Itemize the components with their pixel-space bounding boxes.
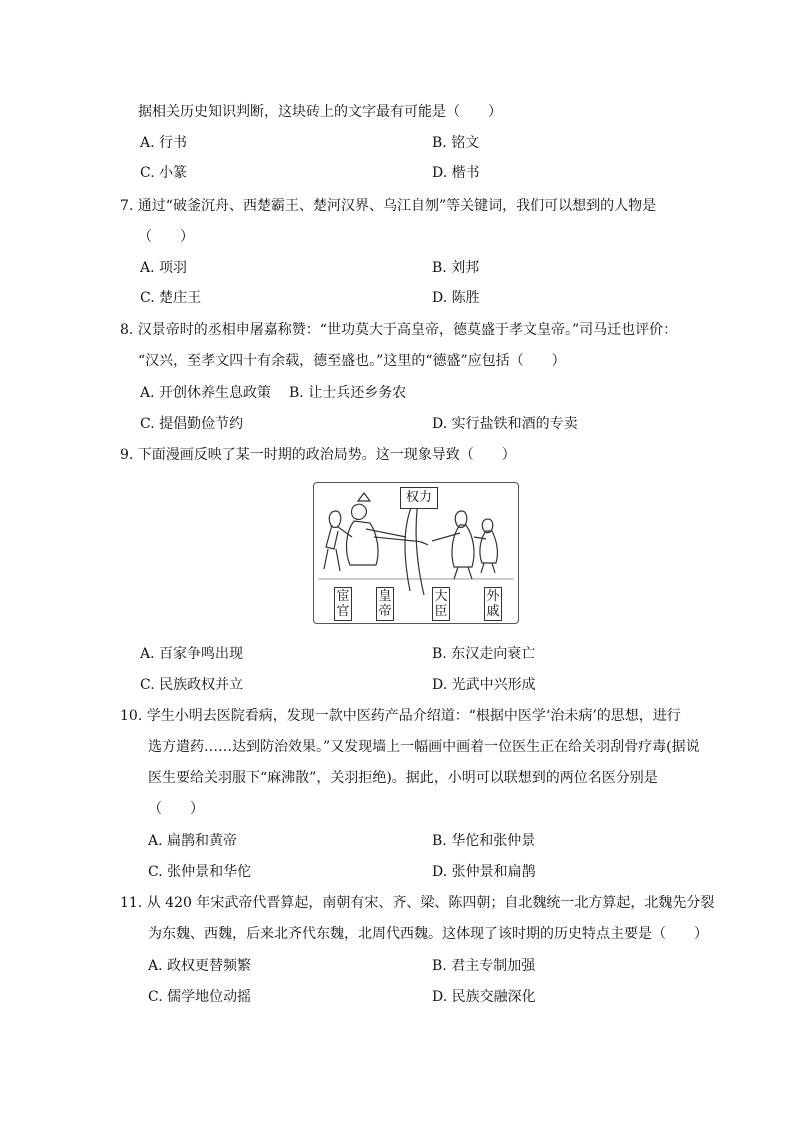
cartoon-relative-figure (474, 519, 497, 573)
cartoon-bow (405, 501, 424, 595)
q7-option-a[interactable]: A. 项羽 (140, 260, 188, 276)
q11-option-b[interactable]: B. 君主专制加强 (432, 958, 536, 974)
q11-stem-line2: 为东魏、西魏，后来北齐代东魏，北周代西魏。这体现了该时期的历史特点主要是（ ） (148, 926, 708, 942)
cartoon-emperor-figure (347, 493, 406, 565)
q10-stem-line4: （ ） (148, 801, 204, 817)
q8-option-c[interactable]: C. 提倡勤俭节约 (140, 416, 244, 432)
q9-option-a[interactable]: A. 百家争鸣出现 (140, 646, 244, 662)
q10-option-d[interactable]: D. 张仲景和扁鹊 (432, 864, 536, 880)
q6-option-d[interactable]: D. 楷书 (432, 165, 480, 181)
q7-option-c[interactable]: C. 楚庄王 (140, 290, 202, 306)
q6-option-a[interactable]: A. 行书 (140, 135, 188, 151)
cartoon-minister-figure (432, 511, 474, 579)
q8-stem-line2: “汉兴，至孝文四十有余载，德至盛也。”这里的“德盛”应包括（ ） (138, 353, 566, 369)
q8-option-d[interactable]: D. 实行盐铁和酒的专卖 (432, 416, 578, 432)
q10-option-a[interactable]: A. 扁鹊和黄帝 (148, 833, 238, 849)
power-struggle-cartoon (313, 482, 519, 624)
q7-option-b[interactable]: B. 刘邦 (432, 260, 480, 276)
q9-option-c[interactable]: C. 民族政权并立 (140, 677, 244, 693)
q7-stem-line1: 7. 通过“破釜沉舟、西楚霸王、楚河汉界、乌江自刎”等关键词，我们可以想到的人物是 (120, 198, 657, 214)
q8-option-b[interactable]: B. 让士兵还乡务农 (289, 385, 407, 401)
label-ministers: 大臣 (432, 587, 450, 621)
q9-option-d[interactable]: D. 光武中兴形成 (432, 677, 536, 693)
q9-option-b[interactable]: B. 东汉走向衰亡 (432, 646, 536, 662)
q6-stem-tail: 据相关历史知识判断，这块砖上的文字最有可能是（ ） (138, 104, 502, 120)
power-label-box: 权力 (400, 487, 438, 509)
q11-option-a[interactable]: A. 政权更替频繁 (148, 958, 252, 974)
q9-stem: 9. 下面漫画反映了某一时期的政治局势。这一现象导致（ ） (120, 447, 516, 463)
q10-stem-line3: 医生要给关羽服下“麻沸散”，关羽拒绝)。据此，小明可以联想到的两位名医分别是 (148, 770, 658, 786)
q7-option-d[interactable]: D. 陈胜 (432, 290, 480, 306)
q6-option-c[interactable]: C. 小篆 (140, 165, 188, 181)
q10-stem-line2: 选方遣药……达到防治效果。”又发现墙上一幅画中画着一位医生正在给关羽刮骨疗毒(据说 (148, 739, 700, 755)
q11-option-c[interactable]: C. 儒学地位动摇 (148, 989, 252, 1005)
q7-stem-line2: （ ） (138, 229, 194, 245)
q8-stem-line1: 8. 汉景帝时的丞相申屠嘉称赞：“世功莫大于高皇帝，德莫盛于孝文皇帝。”司马迁也评价： (120, 322, 678, 338)
q10-stem-line1: 10. 学生小明去医院看病，发现一款中医药产品介绍道：“根据中医学‘治未病’的思想，进行 (120, 708, 681, 724)
label-emperor: 皇帝 (376, 587, 394, 621)
q6-option-b[interactable]: B. 铭文 (432, 135, 480, 151)
q11-option-d[interactable]: D. 民族交融深化 (432, 989, 536, 1005)
label-eunuchs: 宦官 (334, 587, 352, 621)
cartoon-rope (374, 537, 428, 545)
q8-option-a[interactable]: A. 开创休养生息政策 (140, 385, 272, 401)
label-relatives: 外戚 (484, 587, 502, 621)
q10-option-c[interactable]: C. 张仲景和华佗 (148, 864, 252, 880)
cartoon-eunuch-figure (324, 511, 352, 571)
q11-stem-line1: 11. 从 420 年宋武帝代晋算起，南朝有宋、齐、梁、陈四朝；自北魏统一北方算起，北魏先分裂 (120, 895, 715, 911)
q10-option-b[interactable]: B. 华佗和张仲景 (432, 833, 536, 849)
